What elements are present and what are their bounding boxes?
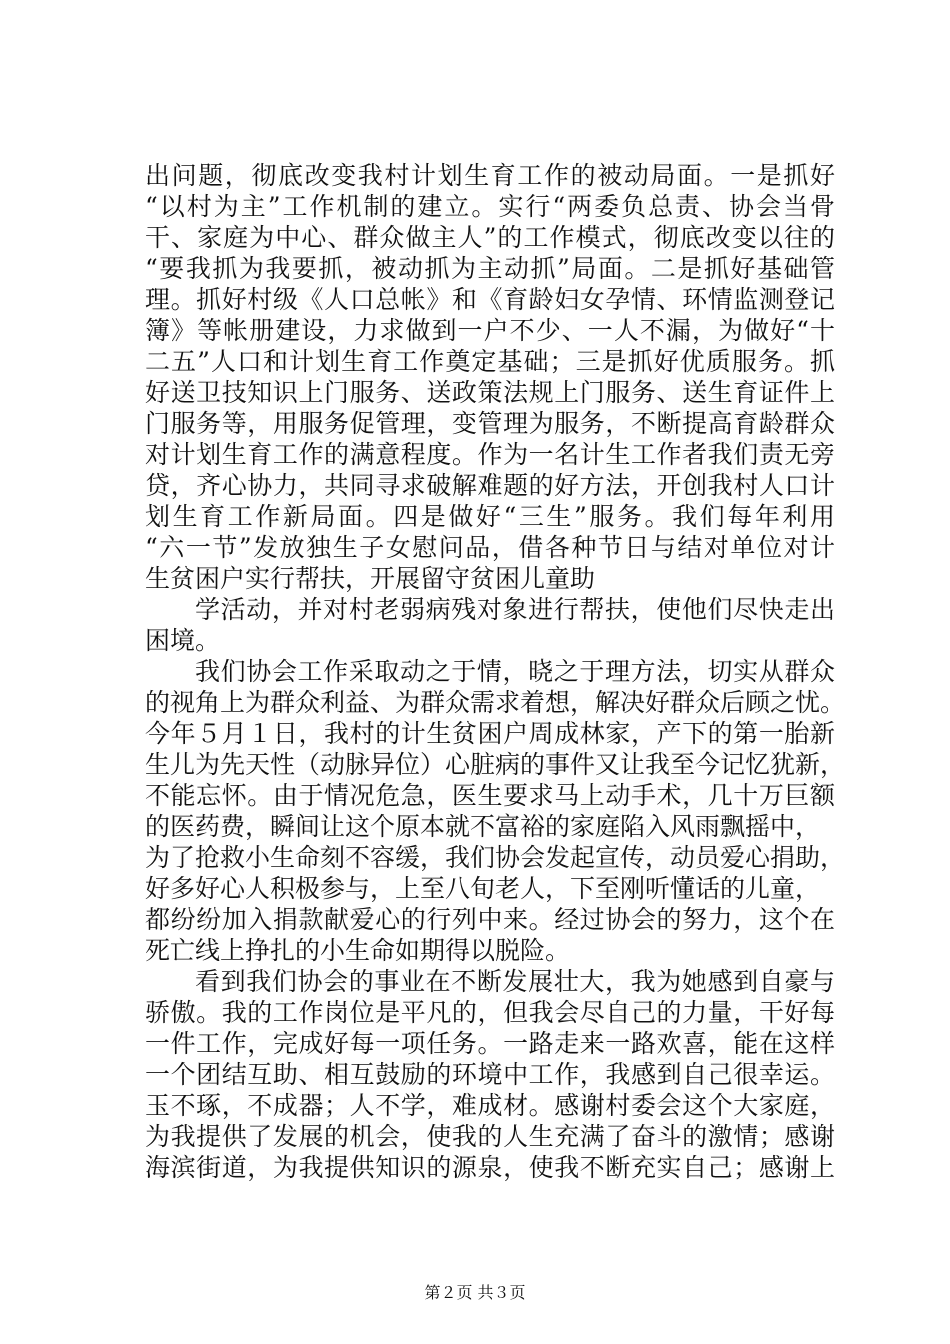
- page-footer: 第２页 共３页: [424, 1283, 526, 1302]
- text-line: “要我抓为我要抓，被动抓为主动抓”局面。二是抓好基础管: [145, 254, 835, 283]
- text-line: “六一节”发放独生子女慰问品，借各种节日与结对单位对计: [145, 533, 835, 562]
- text-line: 玉不琢，不成器；人不学，难成材。感谢村委会这个大家庭，: [145, 1091, 835, 1120]
- text-line: 二五”人口和计划生育工作奠定基础；三是抓好优质服务。抓: [145, 347, 835, 376]
- text-line: 都纷纷加入捐款献爱心的行列中来。经过协会的努力，这个在: [145, 905, 835, 934]
- text-line: “以村为主”工作机制的建立。实行“两委负总责、协会当骨: [145, 192, 835, 221]
- text-line: 为了抢救小生命刻不容缓，我们协会发起宣传，动员爱心捐助，: [145, 843, 846, 872]
- text-line: 一个团结互助、相互鼓励的环境中工作，我感到自己很幸运。: [145, 1060, 835, 1089]
- text-line: 簿》等帐册建设，力求做到一户不少、一人不漏，为做好“十: [145, 316, 835, 345]
- text-line: 好送卫技知识上门服务、送政策法规上门服务、送生育证件上: [145, 378, 835, 407]
- text-line: 死亡线上挣扎的小生命如期得以脱险。: [145, 936, 571, 965]
- text-line: 骄傲。我的工作岗位是平凡的，但我会尽自己的力量，干好每: [145, 998, 835, 1027]
- text-line: 困境。: [145, 626, 221, 655]
- text-line: 划生育工作新局面。四是做好“三生”服务。我们每年利用: [145, 502, 835, 531]
- text-line: 出问题，彻底改变我村计划生育工作的被动局面。一是抓好: [145, 161, 835, 190]
- text-line: 生儿为先天性（动脉异位）心脏病的事件又让我至今记忆犹新，: [145, 750, 846, 779]
- text-line: 一件工作，完成好每一项任务。一路走来一路欢喜，能在这样: [145, 1029, 835, 1058]
- document-body: [145, 160, 846, 1183]
- text-line: 我们协会工作采取动之于情，晓之于理方法，切实从群众: [195, 657, 835, 686]
- text-line: 对计划生育工作的满意程度。作为一名计生工作者我们责无旁: [145, 440, 835, 469]
- text-line: 理。抓好村级《人口总帐》和《育龄妇女孕情、环情监测登记: [145, 285, 835, 314]
- text-line: 干、家庭为中心、群众做主人”的工作模式，彻底改变以往的: [145, 223, 835, 252]
- text-line: 贷，齐心协力，共同寻求破解难题的好方法，开创我村人口计: [145, 471, 835, 500]
- text-line: 学活动，并对村老弱病残对象进行帮扶，使他们尽快走出: [195, 595, 835, 624]
- text-line: 的医药费，瞬间让这个原本就不富裕的家庭陷入风雨飘摇中，: [145, 812, 821, 841]
- text-line: 生贫困户实行帮扶，开展留守贫困儿童助: [145, 564, 596, 593]
- text-line: 门服务等，用服务促管理，变管理为服务，不断提高育龄群众: [145, 409, 835, 438]
- text-line: 为我提供了发展的机会，使我的人生充满了奋斗的激情；感谢: [145, 1122, 835, 1151]
- text-line: 的视角上为群众利益、为群众需求着想，解决好群众后顾之忧。: [145, 688, 846, 717]
- text-line: 看到我们协会的事业在不断发展壮大，我为她感到自豪与: [195, 967, 835, 996]
- text-line: 海滨街道，为我提供知识的源泉，使我不断充实自己；感谢上: [145, 1153, 835, 1182]
- text-line: 好多好心人积极参与，上至八旬老人，下至刚听懂话的儿童，: [145, 874, 821, 903]
- text-line: 不能忘怀。由于情况危急，医生要求马上动手术，几十万巨额: [145, 781, 835, 810]
- text-line: 今年５月１日，我村的计生贫困户周成林家，产下的第一胎新: [145, 719, 835, 748]
